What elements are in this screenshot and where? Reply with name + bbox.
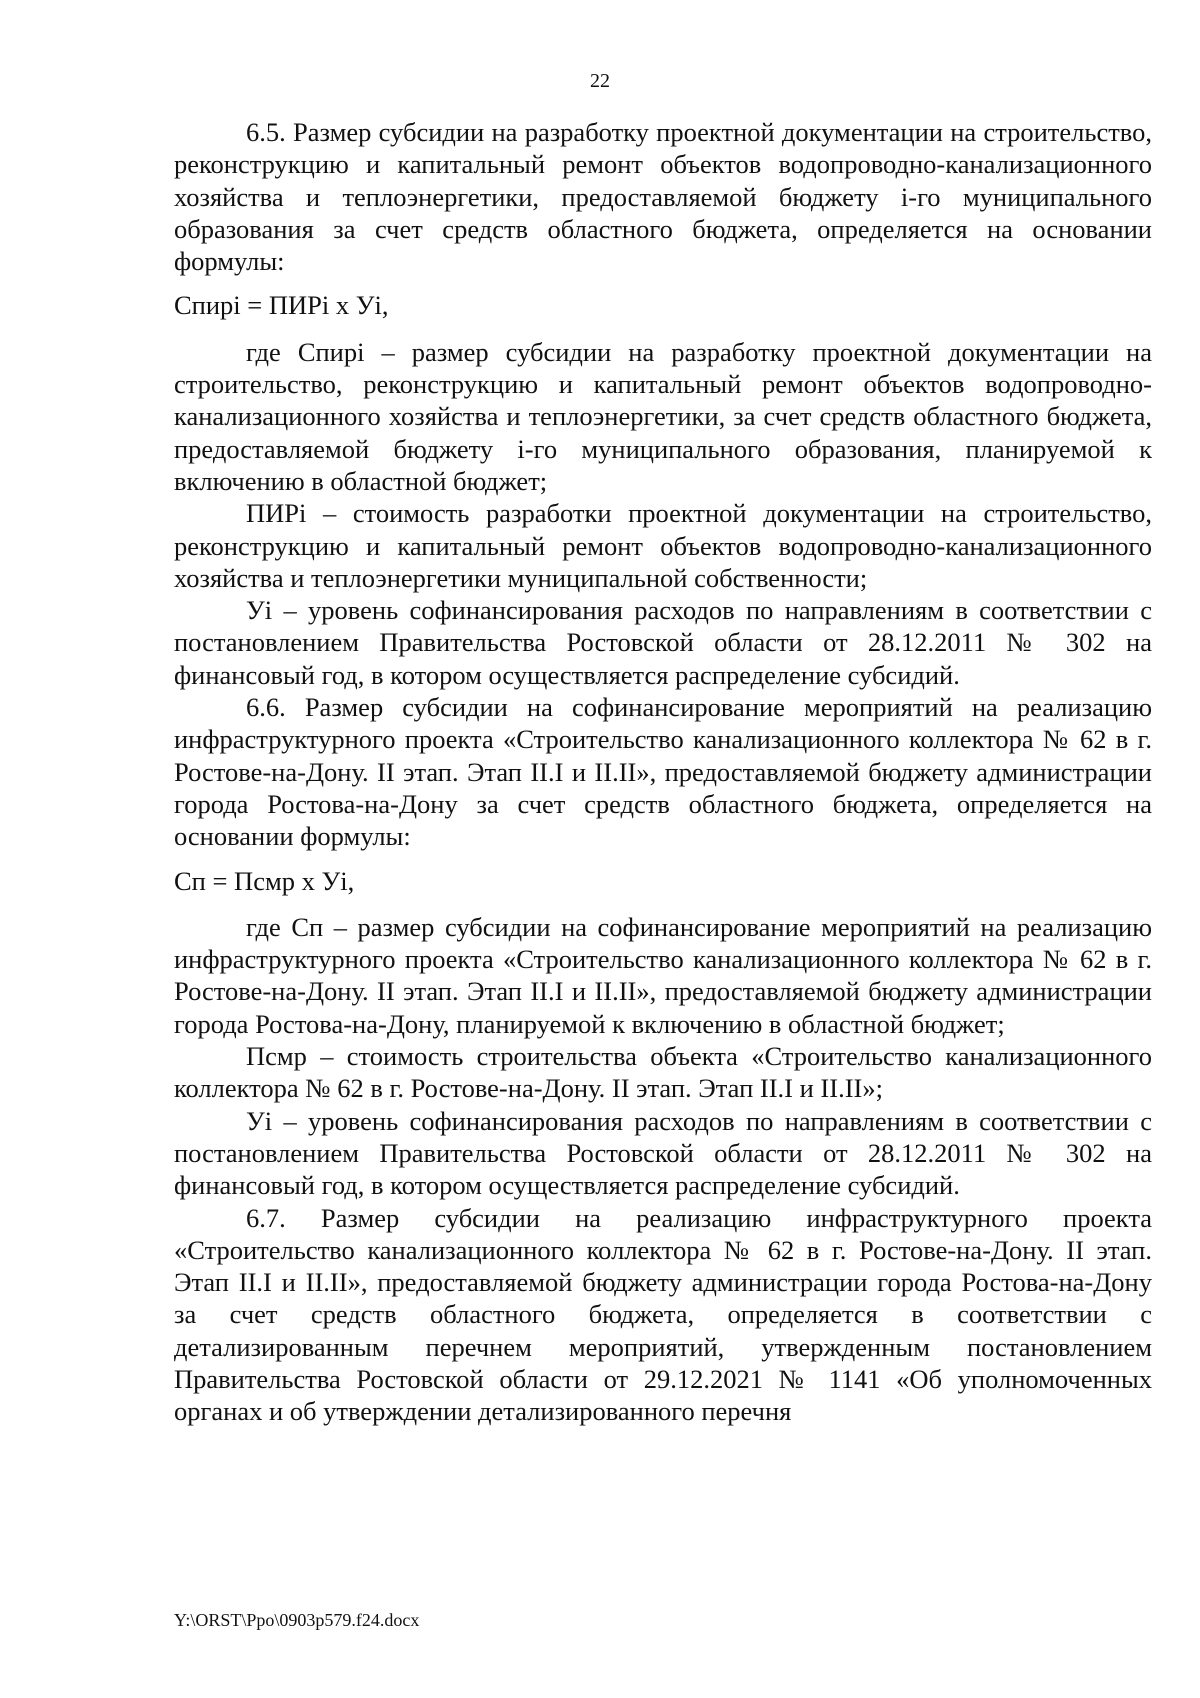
page-number: 22 xyxy=(590,70,610,92)
formula-definition-ui-2: Уi – уровень софинансирования расходов по направлениям в соответствии с постановлением Правительства Ростовской области от 28.12.2011 № 302 на финансовый год, в котором осуществляется распределение субсидий. xyxy=(174,1105,1152,1201)
paragraph-6-6: 6.6. Размер субсидии на софинансирование мероприятий на реализацию инфраструктурного проекта «Строительство канализационного коллектора № 62 в г. Ростове-на-Дону. II этап. Этап II.I и II.II», предоставляемой бюджету администрации города Ростова-на-Дону за счет средств областного бюджета, определяется на основании формулы: xyxy=(174,692,1152,852)
paragraph-6-5: 6.5. Размер субсидии на разработку проектной документации на строительство, реконструкцию и капитальный ремонт объектов водопроводно-канализационного хозяйства и теплоэнергетики, предоставляемой бюджету i-го муниципального образования за счет средств областного бюджета, определяется на основании формулы: xyxy=(174,117,1152,277)
paragraph-6-7: 6.7. Размер субсидии на реализацию инфраструктурного проекта «Строительство канализационного коллектора № 62 в г. Ростове-на-Дону. II этап. Этап II.I и II.II», предоставляемой бюджету администрации города Ростова-на-Дону за счет средств областного бюджета, определяется в соответствии с детализированным перечнем мероприятий, утвержденным постановлением Правительства Ростовской области от 29.12.2021 № 1141 «Об уполномоченных органах и об утверждении детализированного перечня xyxy=(174,1202,1152,1427)
formula-definition-spir: где Спирi – размер субсидии на разработку проектной документации на строительство, реконструкцию и капитальный ремонт объектов водопроводно-канализационного хозяйства и теплоэнергетики, за счет средств областного бюджета, предоставляемой бюджету i-го муниципального образования, планируемой к включению в областной бюджет; xyxy=(174,336,1152,496)
document-file-path: Y:\ORST\Ppo\0903p579.f24.docx xyxy=(174,1610,420,1630)
formula-sp: Сп = Псмр х Уi, xyxy=(174,865,355,896)
formula-definition-pir: ПИРi – стоимость разработки проектной документации на строительство, реконструкцию и капитальный ремонт объектов водопроводно-канализационного хозяйства и теплоэнергетики муниципальной собственности; xyxy=(174,498,1152,593)
formula-spir: Спирi = ПИРi х Уi, xyxy=(174,290,389,321)
formula-definition-ui-1: Уi – уровень софинансирования расходов по направлениям в соответствии с постановлением Правительства Ростовской области от 28.12.2011 № 302 на финансовый год, в котором осуществляется распределение субсидий. xyxy=(174,595,1152,690)
formula-definition-sp: где Сп – размер субсидии на софинансирование мероприятий на реализацию инфраструктурного проекта «Строительство канализационного коллектора № 62 в г. Ростове-на-Дону. II этап. Этап II.I и II.II», предоставляемой бюджету администрации города Ростова-на-Дону, планируемой к включению в областной бюджет; xyxy=(174,911,1152,1039)
formula-definition-psmr: Псмр – стоимость строительства объекта «Строительство канализационного коллектора № 62 в г. Ростове-на-Дону. II этап. Этап II.I и II.II»; xyxy=(174,1041,1152,1104)
document-body xyxy=(174,116,1152,1428)
